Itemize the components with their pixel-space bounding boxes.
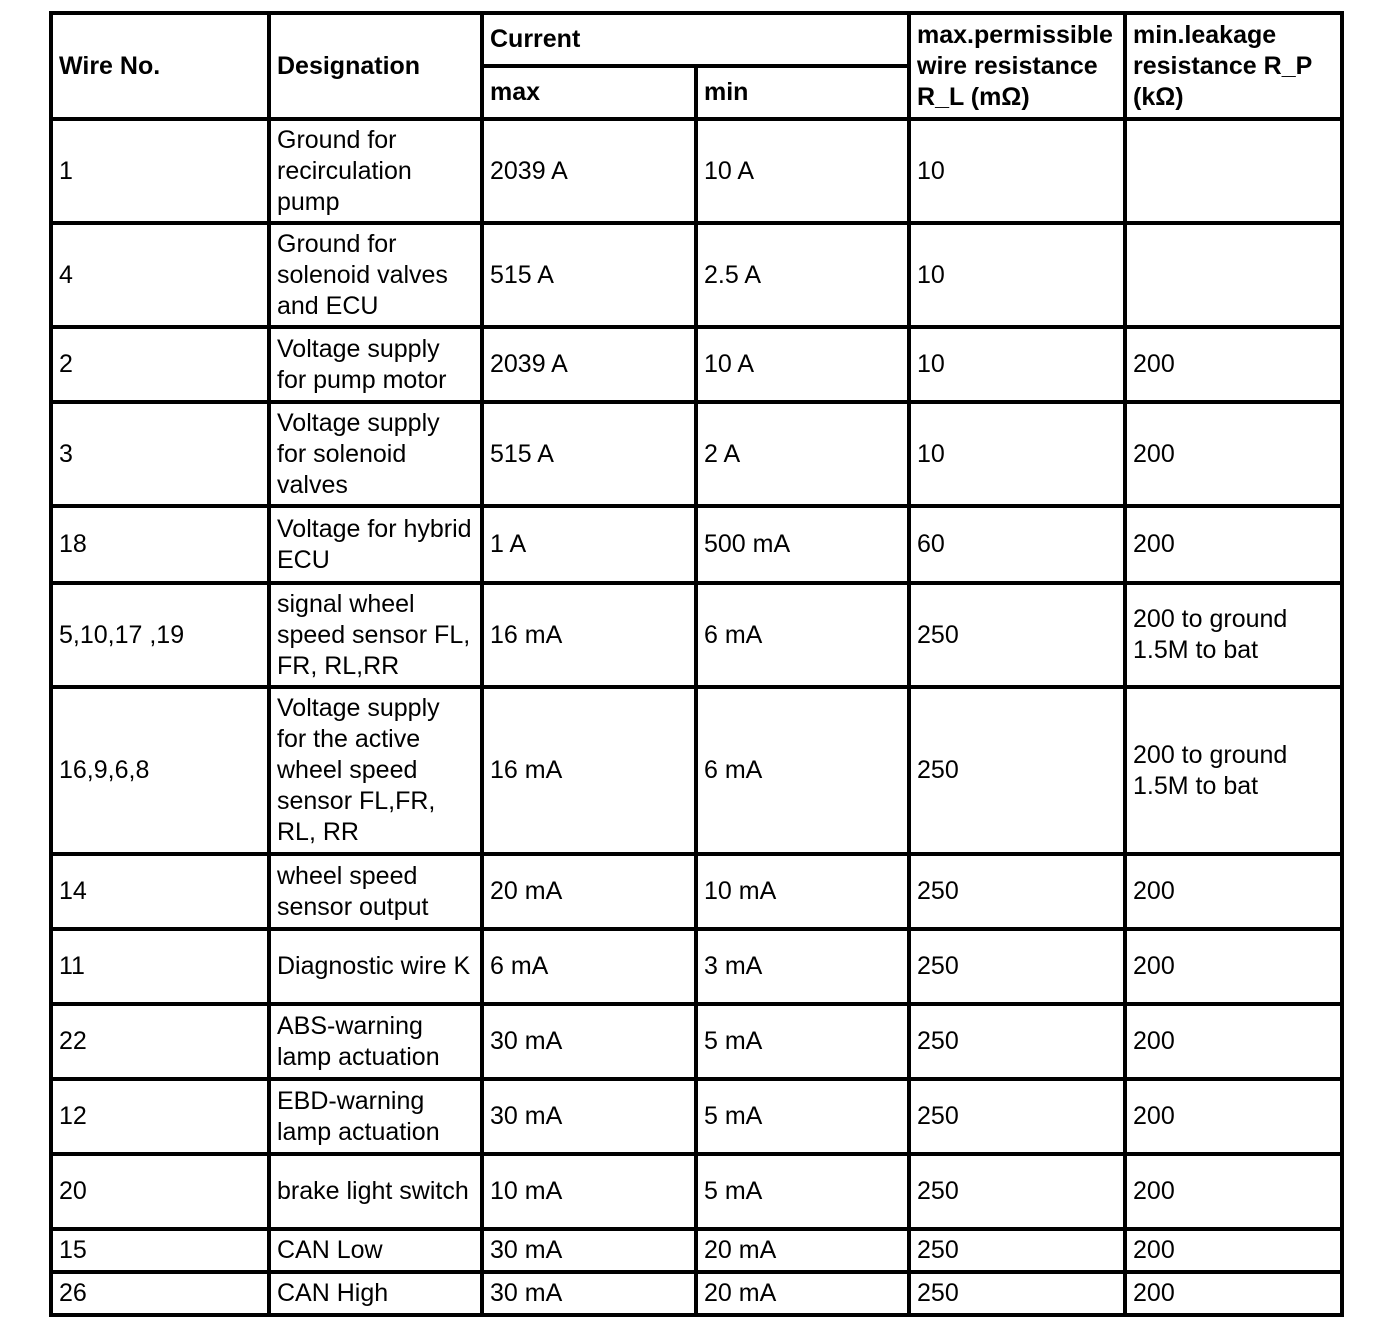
cell-wire-no: 11 xyxy=(51,929,269,1004)
cell-wire-no: 5,10,17 ,19 xyxy=(51,583,269,687)
cell-wire-resistance: 250 xyxy=(909,687,1125,854)
cell-wire-resistance: 10 xyxy=(909,327,1125,402)
cell-wire-no: 2 xyxy=(51,327,269,402)
cell-current-min: 10 mA xyxy=(696,854,909,929)
cell-leakage-resistance xyxy=(1125,223,1342,327)
header-designation: Designation xyxy=(269,13,482,119)
header-wire-resistance: max.permissible wire resistance R_L (mΩ) xyxy=(909,13,1125,119)
cell-current-max: 515 A xyxy=(482,223,696,327)
header-current: Current xyxy=(482,13,909,66)
table-row xyxy=(51,1079,1342,1154)
header-row xyxy=(51,13,1342,66)
cell-wire-resistance: 10 xyxy=(909,223,1125,327)
table-row xyxy=(51,929,1342,1004)
cell-current-min: 20 mA xyxy=(696,1229,909,1272)
cell-current-min: 500 mA xyxy=(696,506,909,583)
cell-wire-resistance: 250 xyxy=(909,1272,1125,1315)
cell-current-min: 5 mA xyxy=(696,1079,909,1154)
cell-designation: ABS-warning lamp actuation xyxy=(269,1004,482,1079)
cell-current-max: 30 mA xyxy=(482,1272,696,1315)
table-row xyxy=(51,402,1342,506)
cell-current-min: 2.5 A xyxy=(696,223,909,327)
header-current-max: max xyxy=(482,66,696,119)
cell-wire-resistance: 250 xyxy=(909,1004,1125,1079)
cell-current-max: 2039 A xyxy=(482,119,696,223)
cell-wire-no: 3 xyxy=(51,402,269,506)
header-wire-no: Wire No. xyxy=(51,13,269,119)
cell-leakage-resistance xyxy=(1125,119,1342,223)
cell-current-max: 10 mA xyxy=(482,1154,696,1229)
table-row xyxy=(51,1154,1342,1229)
cell-current-max: 30 mA xyxy=(482,1004,696,1079)
cell-current-min: 10 A xyxy=(696,327,909,402)
cell-designation: Voltage supply for pump motor xyxy=(269,327,482,402)
table-row xyxy=(51,583,1342,687)
cell-wire-resistance: 250 xyxy=(909,929,1125,1004)
cell-current-max: 16 mA xyxy=(482,583,696,687)
cell-designation: CAN High xyxy=(269,1272,482,1315)
cell-current-min: 10 A xyxy=(696,119,909,223)
cell-designation: Voltage supply for the active wheel speed sensor FL,FR, RL, RR xyxy=(269,687,482,854)
table-row xyxy=(51,119,1342,223)
cell-wire-resistance: 10 xyxy=(909,119,1125,223)
table-row xyxy=(51,854,1342,929)
cell-wire-no: 18 xyxy=(51,506,269,583)
cell-current-max: 16 mA xyxy=(482,687,696,854)
cell-leakage-resistance: 200 to ground 1.5M to bat xyxy=(1125,687,1342,854)
cell-designation: Ground for solenoid valves and ECU xyxy=(269,223,482,327)
cell-current-max: 1 A xyxy=(482,506,696,583)
cell-leakage-resistance: 200 xyxy=(1125,327,1342,402)
cell-wire-no: 20 xyxy=(51,1154,269,1229)
cell-current-min: 5 mA xyxy=(696,1004,909,1079)
cell-wire-resistance: 250 xyxy=(909,1079,1125,1154)
cell-wire-no: 15 xyxy=(51,1229,269,1272)
table-row xyxy=(51,506,1342,583)
table-row xyxy=(51,327,1342,402)
cell-leakage-resistance: 200 xyxy=(1125,1154,1342,1229)
cell-designation: signal wheel speed sensor FL, FR, RL,RR xyxy=(269,583,482,687)
cell-designation: brake light switch xyxy=(269,1154,482,1229)
cell-designation: Ground for recirculation pump xyxy=(269,119,482,223)
cell-current-min: 6 mA xyxy=(696,583,909,687)
table-row xyxy=(51,687,1342,854)
cell-designation: Diagnostic wire K xyxy=(269,929,482,1004)
cell-wire-resistance: 250 xyxy=(909,583,1125,687)
cell-wire-no: 1 xyxy=(51,119,269,223)
cell-leakage-resistance: 200 xyxy=(1125,1229,1342,1272)
cell-current-max: 20 mA xyxy=(482,854,696,929)
cell-leakage-resistance: 200 xyxy=(1125,402,1342,506)
wire-spec-table xyxy=(49,11,1344,1317)
table-row xyxy=(51,1229,1342,1272)
cell-leakage-resistance: 200 xyxy=(1125,929,1342,1004)
cell-current-min: 20 mA xyxy=(696,1272,909,1315)
cell-current-max: 30 mA xyxy=(482,1229,696,1272)
table-row xyxy=(51,1004,1342,1079)
cell-wire-no: 16,9,6,8 xyxy=(51,687,269,854)
cell-designation: EBD-warning lamp actuation xyxy=(269,1079,482,1154)
cell-wire-resistance: 10 xyxy=(909,402,1125,506)
table-row xyxy=(51,1272,1342,1315)
cell-current-max: 6 mA xyxy=(482,929,696,1004)
cell-wire-no: 12 xyxy=(51,1079,269,1154)
header-current-min: min xyxy=(696,66,909,119)
cell-designation: Voltage supply for solenoid valves xyxy=(269,402,482,506)
cell-designation: wheel speed sensor output xyxy=(269,854,482,929)
cell-wire-resistance: 60 xyxy=(909,506,1125,583)
cell-current-max: 2039 A xyxy=(482,327,696,402)
cell-designation: CAN Low xyxy=(269,1229,482,1272)
cell-current-max: 30 mA xyxy=(482,1079,696,1154)
header-leakage-resistance: min.leakage resistance R_P (kΩ) xyxy=(1125,13,1342,119)
cell-wire-no: 14 xyxy=(51,854,269,929)
cell-leakage-resistance: 200 xyxy=(1125,1272,1342,1315)
cell-designation: Voltage for hybrid ECU xyxy=(269,506,482,583)
table-row xyxy=(51,223,1342,327)
cell-wire-resistance: 250 xyxy=(909,854,1125,929)
cell-leakage-resistance: 200 xyxy=(1125,506,1342,583)
cell-wire-resistance: 250 xyxy=(909,1229,1125,1272)
cell-wire-no: 22 xyxy=(51,1004,269,1079)
cell-wire-resistance: 250 xyxy=(909,1154,1125,1229)
cell-wire-no: 4 xyxy=(51,223,269,327)
cell-current-min: 3 mA xyxy=(696,929,909,1004)
cell-leakage-resistance: 200 xyxy=(1125,854,1342,929)
cell-current-max: 515 A xyxy=(482,402,696,506)
cell-leakage-resistance: 200 xyxy=(1125,1004,1342,1079)
cell-wire-no: 26 xyxy=(51,1272,269,1315)
cell-leakage-resistance: 200 xyxy=(1125,1079,1342,1154)
cell-current-min: 2 A xyxy=(696,402,909,506)
cell-current-min: 5 mA xyxy=(696,1154,909,1229)
cell-current-min: 6 mA xyxy=(696,687,909,854)
cell-leakage-resistance: 200 to ground 1.5M to bat xyxy=(1125,583,1342,687)
